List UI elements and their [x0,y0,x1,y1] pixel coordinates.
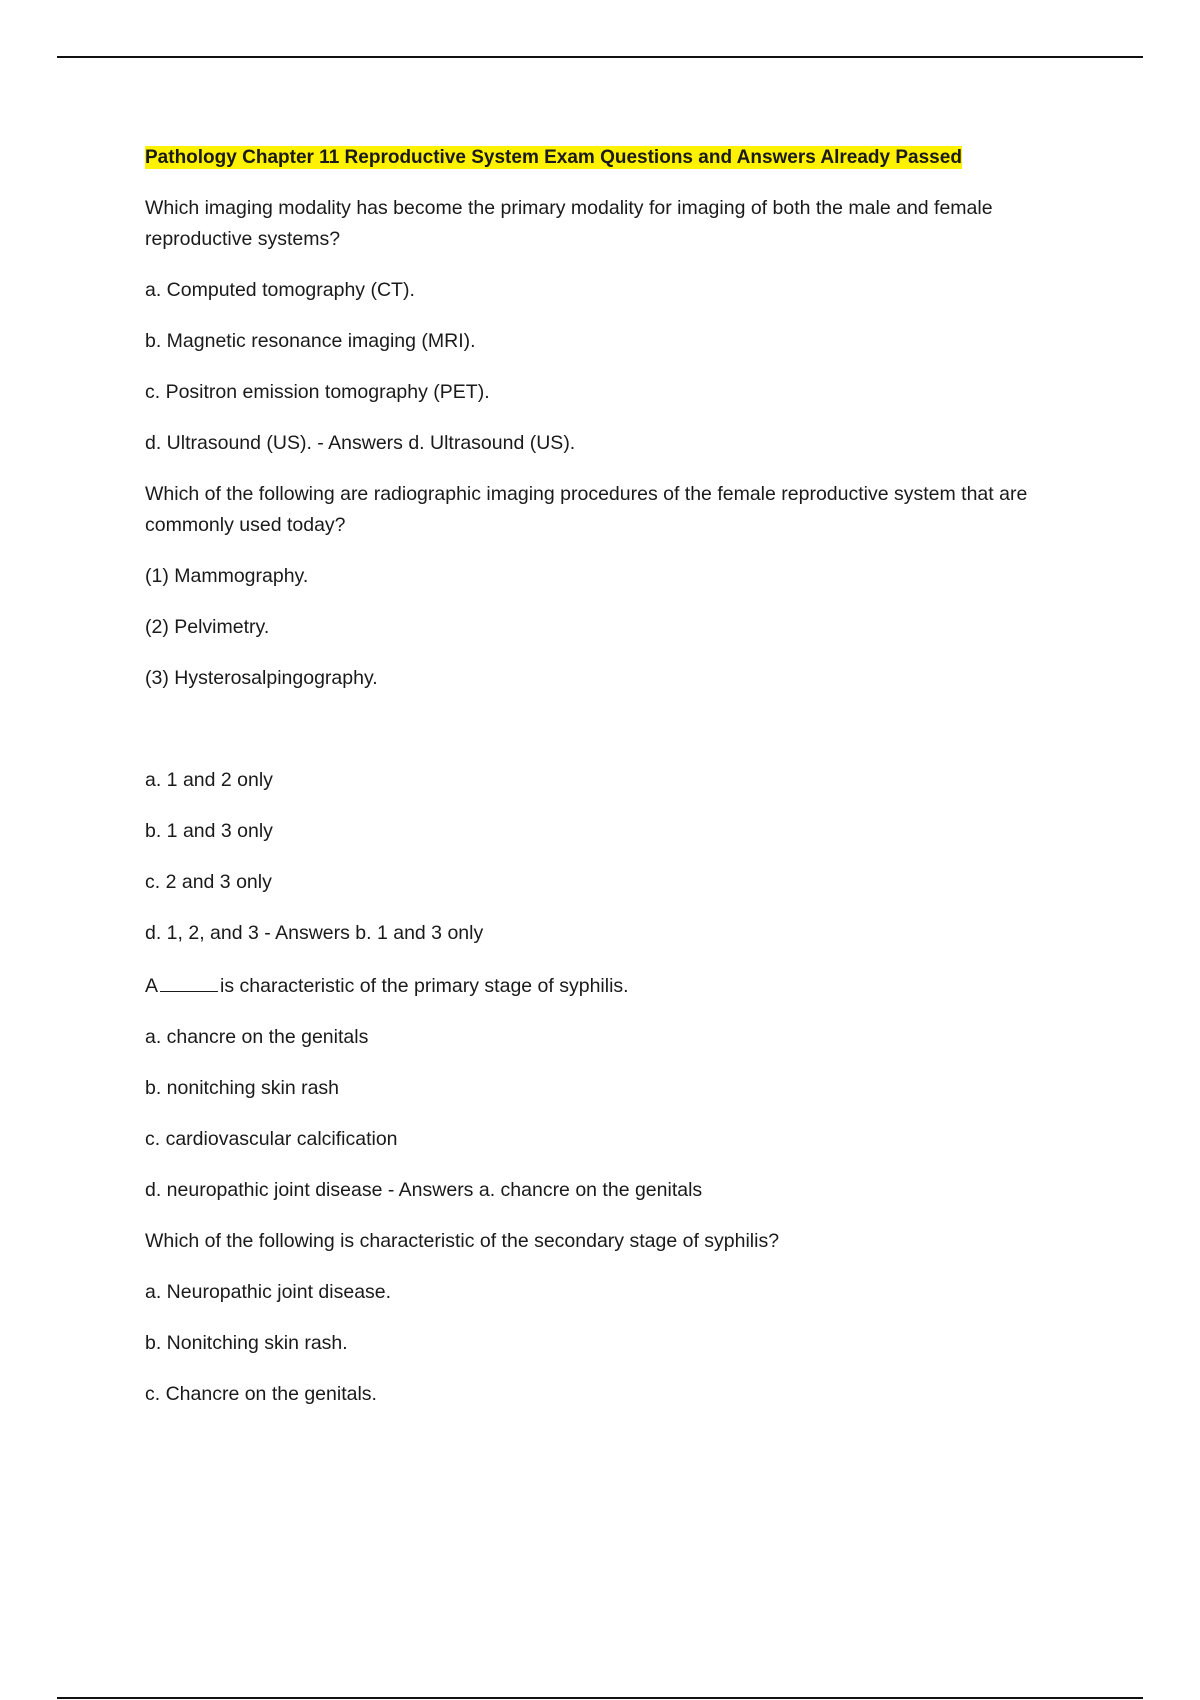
question-1-option-b: b. Magnetic resonance imaging (MRI). [145,330,476,352]
question-3-option-a: a. chancre on the genitals [145,1026,369,1048]
header-rule [57,56,1143,58]
question-1-option-d-answer: d. Ultrasound (US). - Answers d. Ultrasound (US). [145,432,576,454]
question-1-option-c: c. Positron emission tomography (PET). [145,381,490,403]
question-2-prompt: Which of the following are radiographic imaging procedures of the female reproductive system that are commonly used today? [145,483,1028,536]
footer-rule [57,1697,1143,1699]
question-2-item-2: (2) Pelvimetry. [145,616,270,638]
question-3-option-d-answer: d. neuropathic joint disease - Answers a. chancre on the genitals [145,1179,703,1201]
question-3-prompt [145,969,1095,1002]
question-2-item-1: (1) Mammography. [145,565,309,587]
title-block [145,142,1095,173]
question-2-option-b: b. 1 and 3 only [145,820,273,842]
document-body [145,142,1095,1430]
question-2-option-a: a. 1 and 2 only [145,769,273,791]
document-title: Pathology Chapter 11 Reproductive System Exam Questions and Answers Already Passed [145,147,962,168]
question-2-option-d-answer: d. 1, 2, and 3 - Answers b. 1 and 3 only [145,922,484,944]
question-3-option-c: c. cardiovascular calcification [145,1128,398,1150]
question-3-option-b: b. nonitching skin rash [145,1077,340,1099]
question-1-prompt: Which imaging modality has become the primary modality for imaging of both the male and female reproductive systems? [145,197,993,250]
question-3-prompt-start: A [145,975,159,997]
question-4-option-a: a. Neuropathic joint disease. [145,1281,392,1303]
fill-in-blank [160,969,218,992]
blank-spacer [145,714,1095,765]
question-2-option-c: c. 2 and 3 only [145,871,272,893]
question-1-option-a: a. Computed tomography (CT). [145,279,415,301]
question-4-option-b: b. Nonitching skin rash. [145,1332,348,1354]
question-3-prompt-end: is characteristic of the primary stage of syphilis. [220,975,629,997]
question-4-prompt: Which of the following is characteristic of the secondary stage of syphilis? [145,1230,780,1252]
question-2-item-3: (3) Hysterosalpingography. [145,667,378,689]
question-4-option-c: c. Chancre on the genitals. [145,1383,377,1405]
